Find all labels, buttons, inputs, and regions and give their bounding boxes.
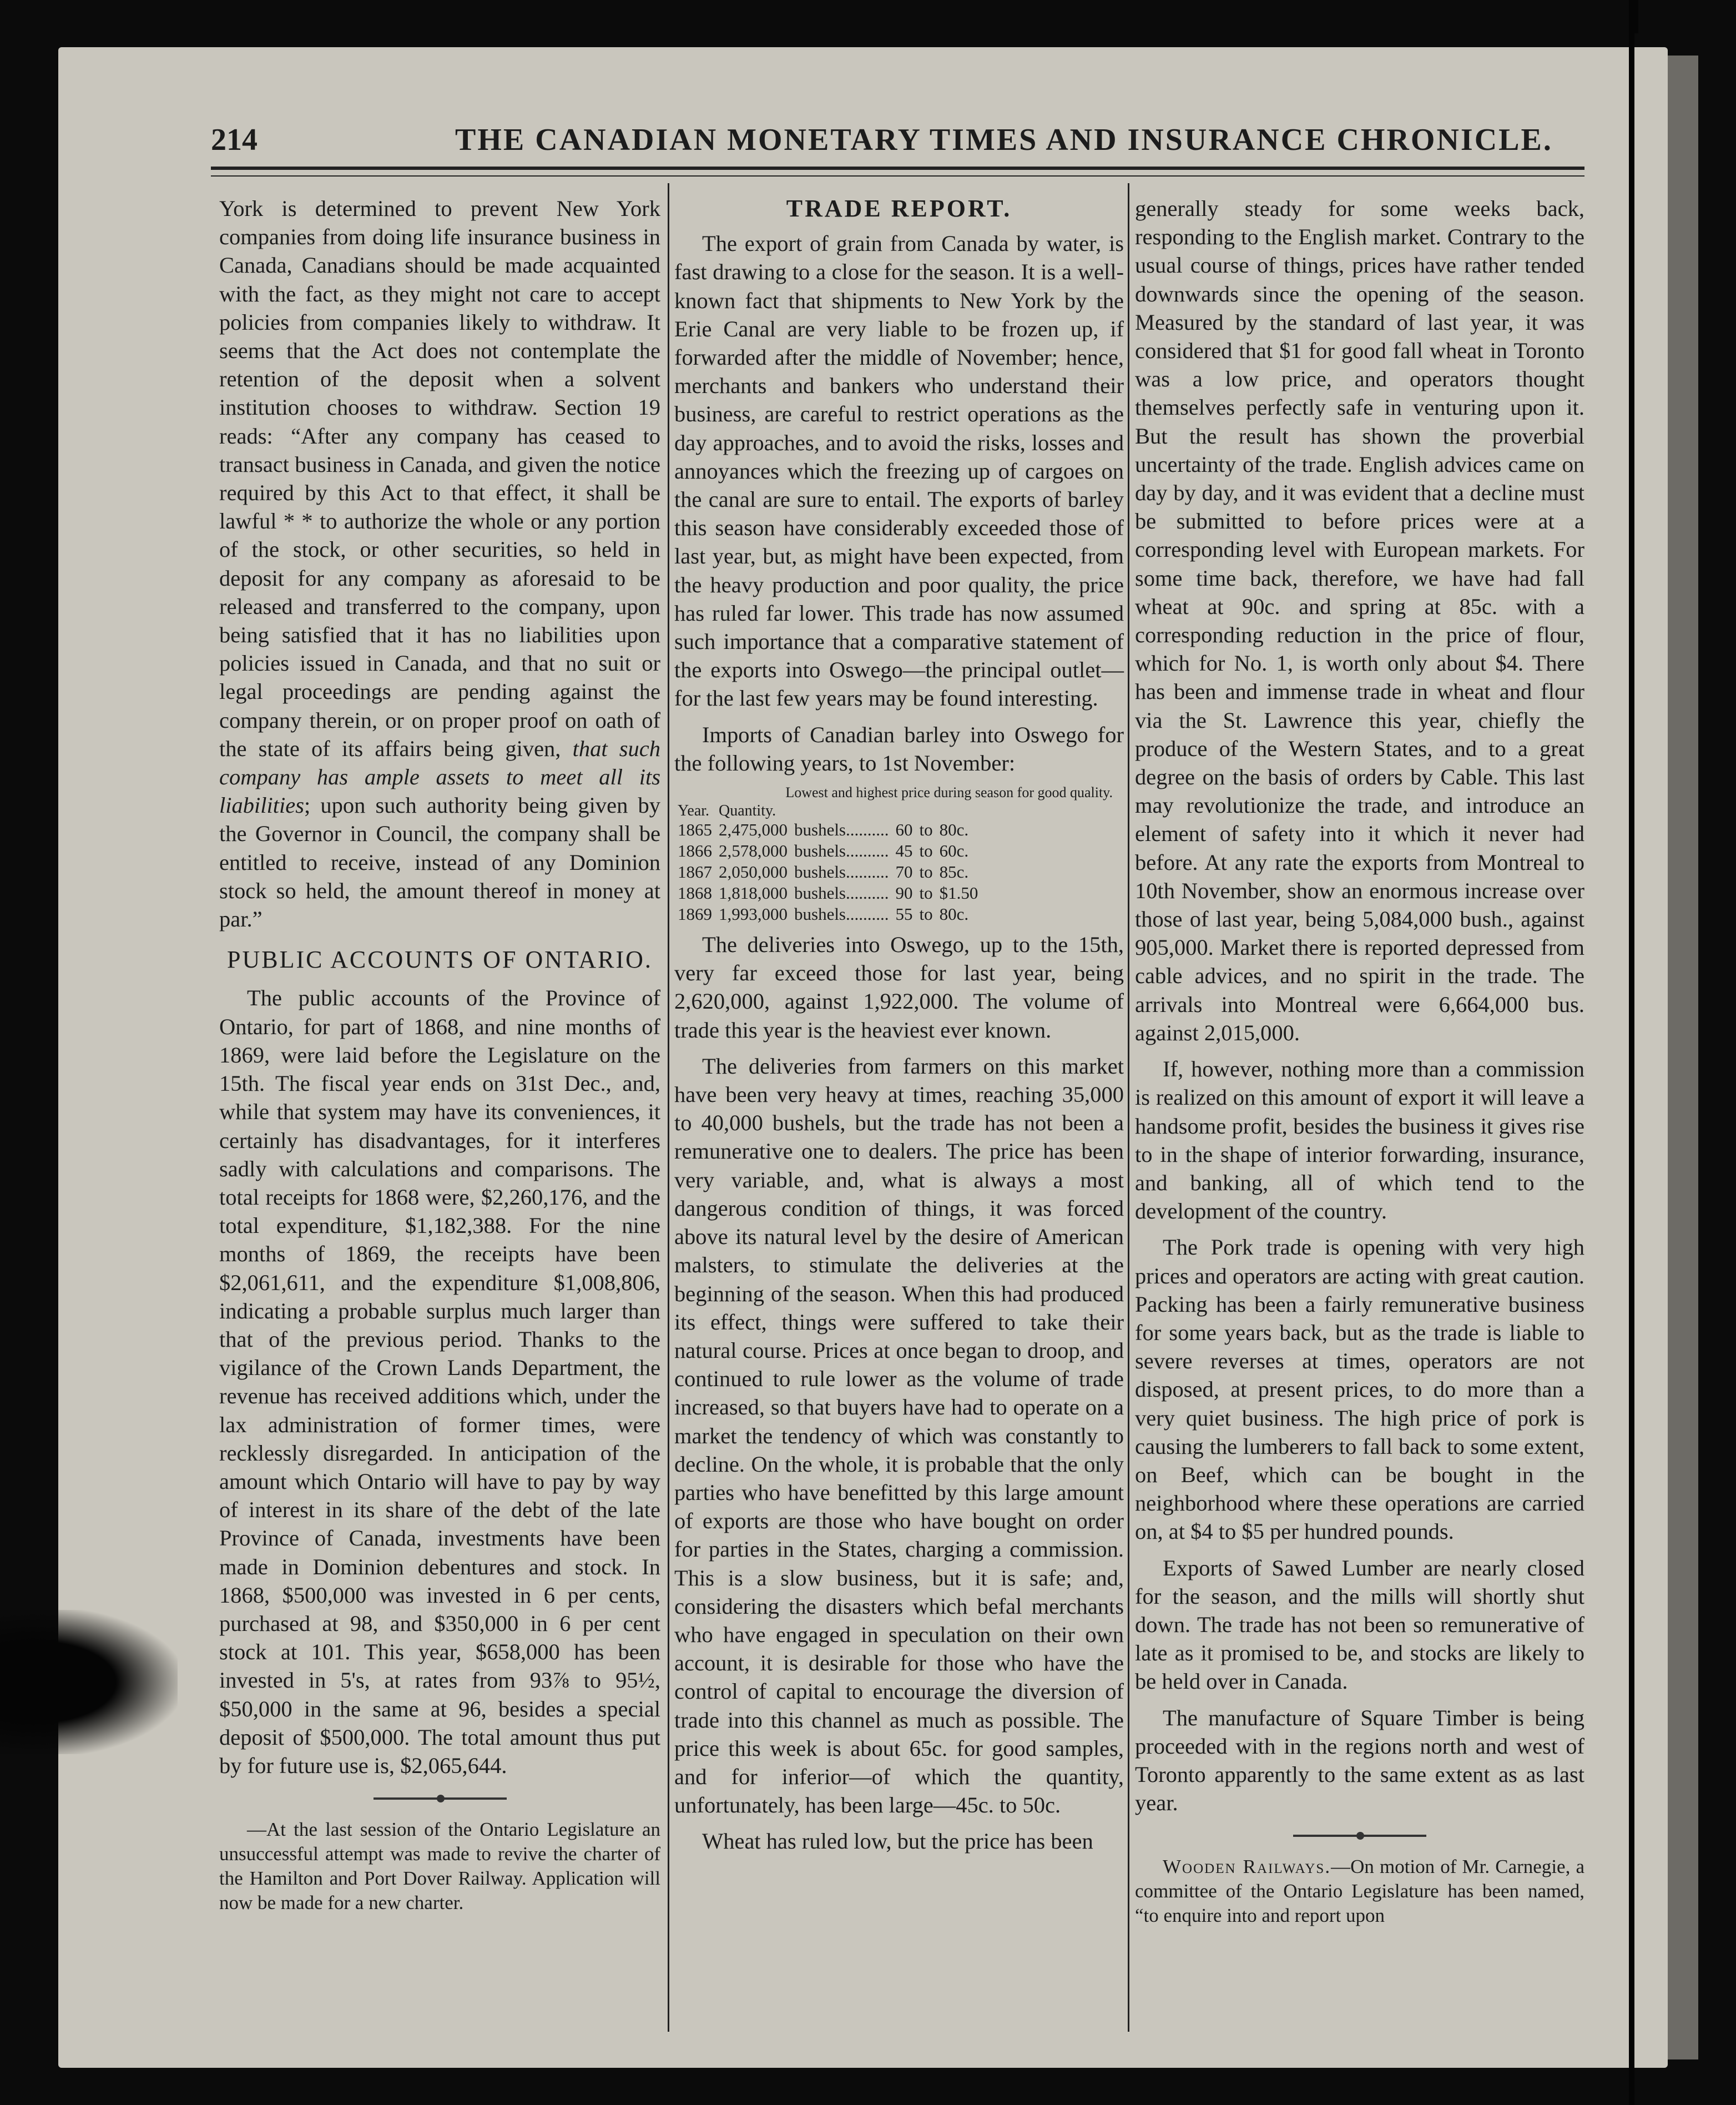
article-paragraph: York is determined to prevent New York companies from doing life insurance business in Canada, Canadians should be made acquainted with the fact, as they might not care to accept policies from companies likely to withdraw. It seems that the Act does not contemplate the retention of the deposit when a solvent institution chooses to withdraw. Section 19 reads: “After any company has ceased to transact business in Canada, and given the notice required by this Act to that effect, it shall be lawful * * to authorize the whole or any portion of the stock, or other securities, so held in deposit for any company as aforesaid to be released and transferred to the company, upon being satisfied that it has no liabilities upon policies issued in Canada, and that no suit or legal proceedings are pending against the company therein, or on proper proof on oath of the state of its affairs being given, that such company has ample assets to meet all its liabilities; upon such authority being given by the Governor in Council, the company shall be entitled to receive, instead of any Dominion stock so held, the amount thereof in money at par.” (219, 196, 660, 932)
table-row: 1869 1,993,000 bushels.......... 55 to 80c. (678, 904, 969, 924)
note-lead: Wooden Railways. (1163, 1856, 1331, 1878)
news-note: —At the last session of the Ontario Legislature an unsuccessful attempt was made to revive the charter of the Hamilton and Port Dover Railway. Application will now be made for a new charter. (219, 1819, 660, 1914)
table-row: 1867 2,050,000 bushels.......... 70 to 85c. (678, 862, 969, 882)
section-heading: PUBLIC ACCOUNTS OF ONTARIO. (227, 946, 653, 974)
table-row: 1868 1,818,000 bushels.......... 90 to $1.50 (678, 883, 978, 903)
journal-title: THE CANADIAN MONETARY TIMES AND INSURANCE CHRONICLE. (455, 123, 1553, 157)
table-row: 1865 2,475,000 bushels.......... 60 to 80c. (678, 820, 969, 840)
italic-text: that such company has ample assets to meet all its liabilities (219, 736, 660, 818)
article-paragraph: Imports of Canadian barley into Oswego for the following years, to 1st November: (674, 722, 1124, 775)
article-paragraph: Exports of Sawed Lumber are nearly closed for the season, and the mills will shortly shut down. The trade has not been so remunerative of late as it promised to be, and stocks are likely to be held over in Canada. (1135, 1555, 1584, 1694)
table-header: Year. (678, 802, 710, 820)
column-2 (674, 194, 1124, 1864)
column-rule-2 (1128, 183, 1129, 2032)
film-line-top-right (1631, 0, 1638, 33)
finger-shadow (0, 1610, 178, 1754)
article-paragraph: The manufacture of Square Timber is being proceeded with in the regions north and west of Toronto apparently to the same extent as as last year. (1135, 1705, 1584, 1816)
divider-ornament (1293, 1835, 1426, 1837)
page-number: 214 (211, 123, 258, 157)
section-heading: TRADE REPORT. (786, 195, 1012, 222)
article-paragraph: The public accounts of the Province of Ontario, for part of 1868, and nine months of 1869, were laid before the Legislature on the 15th. The fiscal year ends on 31st Dec., and, while that system may have its conveniences, it certainly has disadvantages, for it interferes sadly with calculations and comparisons. The total receipts for 1868 were, $2,260,176, and the total expenditure, $1,182,388. For the nine months of 1869, the receipts have been $2,061,611, and the expenditure $1,008,806, indicating a probable surplus much larger than that of the previous period. Thanks to the vigilance of the Crown Lands Department, the revenue has received additions which, under the lax administration of former times, were recklessly disregarded. In anticipation of the amount which Ontario will have to pay by way of interest in its share of the debt of the late Province of Canada, investments have been made in Dominion debentures and stock. In 1868, $500,000 was invested in 6 per cents, purchased at 98, and $350,000 in 6 per cent stock at 101. This year, $658,000 has been invested in 5's, at rates from 93⅞ to 95½, $50,000 in the same at 96, besides a special deposit of $500,000. The total amount thus put by for future use is, $2,065,644. (219, 985, 660, 1778)
article-paragraph: The Pork trade is opening with very high prices and operators are acting with great caution. Packing has been a fairly remunerative business for some years back, but as the trade is liable to severe reverses at times, operators are not disposed, at present prices, to do more than a very quiet business. The high price of pork is causing the lumberers to fall back to some extent, on Beef, which can be bought in the neighborhood where these operations are carried on, at $4 to $5 per hundred pounds. (1135, 1235, 1584, 1544)
article-paragraph: Wheat has ruled low, but the price has been (702, 1829, 1093, 1854)
article-paragraph: generally steady for some weeks back, responding to the English market. Contrary to the usual course of things, prices have rather tended downwards since the opening of the season. Measured by the standard of last year, it was considered that $1 for good fall wheat in Toronto was a low price, and operators thought themselves perfectly safe in venturing upon it. But the result has shown the proverbial uncertainty of the trade. English advices came on day by day, and it was evident that a decline must be submitted to before prices were at a corresponding level with European markets. For some time back, therefore, we have had fall wheat at 90c. and spring at 85c. with a corresponding reduction in the price of flour, which for No. 1, is worth only about $4. There has been and immense trade in wheat and flour via the St. Lawrence this year, chiefly the produce of the Western States, and to a great degree on the basis of orders by Cable. This last may revolutionize the trade, and introduce an element of safety into it which it never had before. At any rate the exports from Montreal to 10th November, show an enormous increase over those of last year, being 5,084,000 bush., against 905,000. Market there is reported depressed from cable advices, and no spirit in the trade. The arrivals into Montreal were 6,664,000 bus. against 2,015,000. (1135, 196, 1584, 1045)
table-row: 1866 2,578,000 bushels.......... 45 to 60c. (678, 841, 969, 861)
column-rule-1 (668, 183, 669, 2032)
header-rule-thin (211, 175, 1584, 177)
article-paragraph: The deliveries from farmers on this market have been very heavy at times, reaching 35,000 to 40,000 bushels, but the trade has not been a remunerative one to dealers. The price has been very variable, and, what is always a most dangerous condition of things, it was forced above its natural level by the desire of American malsters, to stimulate the deliveries at the beginning of the season. When this had produced its effect, things were suffered to take their natural course. Prices at once began to droop, and continued to rule lower as the volume of trade increased, so that buyers have had to operate on a market the tendency of which was constantly to decline. On the whole, it is probable that the only parties who have benefitted by this large amount of exports are those who have bought on order for parties in the States, charging a commission. This is a slow business, but it is safe; and, considering the disasters which befal merchants who have engaged in speculation on their own account, it is desirable for those who have the control of capital to encourage the diversion of trade into this channel as much as possible. The price this week is about 65c. for good samples, and for inferior—of which the quantity, unfortunately, has been large—45c. to 50c. (674, 1053, 1124, 1818)
header-rule-thick (211, 167, 1584, 170)
divider-ornament (374, 1797, 507, 1800)
column-3 (1135, 194, 1584, 1936)
news-note: Wooden Railways.—On motion of Mr. Carnegie, a committee of the Ontario Legislature has been named, “to enquire into and report upon (1135, 1856, 1584, 1927)
article-paragraph: The deliveries into Oswego, up to the 15th, very far exceed those for last year, being 2,620,000, against 1,922,000. The volume of trade this year is the heaviest ever known. (674, 932, 1124, 1043)
article-paragraph: The export of grain from Canada by water, is fast drawing to a close for the season. It is a well-known fact that shipments to New York by the Erie Canal are very liable to be frozen up, if forwarded after the middle of November; hence, merchants and bankers who understand their business, are careful to restrict operations as the day approaches, and to avoid the risks, losses and annoyances which the freezing up of cargoes on the canal are sure to entail. The exports of barley this season have considerably exceeded those of last year, but, as might have been expected, from the heavy production and poor quality, the price has ruled far lower. This trade has now assumed such importance that a comparative statement of the exports into Oswego—the principal outlet—for the last few years may be found interesting. (674, 231, 1124, 711)
barley-table (674, 803, 981, 925)
table-header-row (674, 803, 981, 819)
film-line-left (1629, 0, 1634, 2105)
page-edge (1668, 56, 1698, 2059)
table-header: Quantity. (719, 802, 776, 820)
column-1 (219, 194, 660, 1923)
table-price-header: Lowest and highest price during season for good quality. (785, 784, 1113, 801)
article-paragraph: If, however, nothing more than a commission is realized on this amount of export it will leave a handsome profit, besides the business it gives rise to in the shape of interior forwarding, insurance, and banking, all of which tend to the development of the country. (1135, 1056, 1584, 1224)
